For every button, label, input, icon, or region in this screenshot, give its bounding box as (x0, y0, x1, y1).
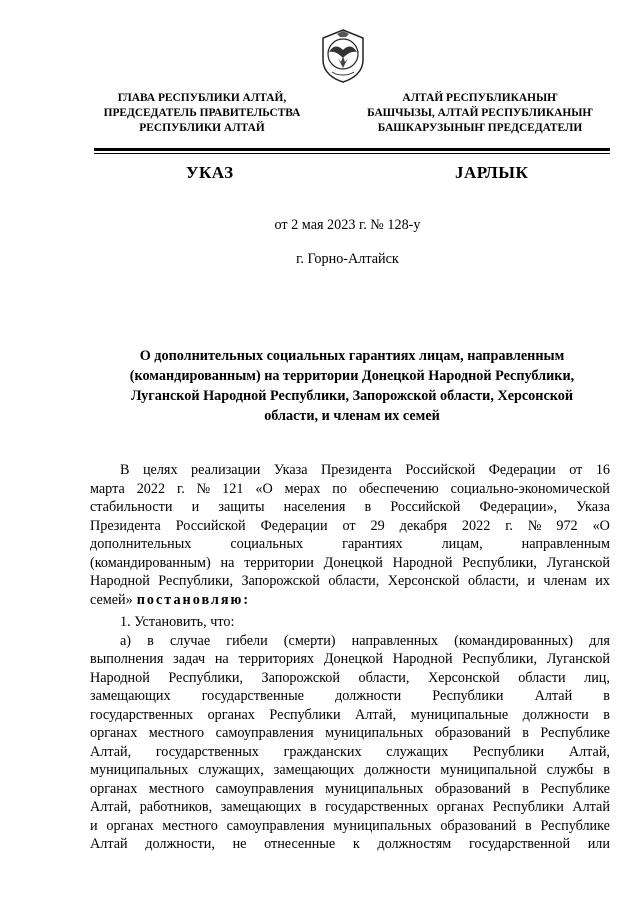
text-line (90, 706, 610, 725)
word: Донецкой (323, 554, 383, 571)
word: Федерации (488, 462, 556, 478)
word: лицам, (441, 536, 483, 552)
header-left-block (86, 91, 318, 136)
doc-type-altai: JАРЛЫК (455, 163, 529, 182)
decree-operative-word: постановляю: (136, 591, 251, 608)
text-line (90, 743, 610, 762)
word: образований (434, 780, 511, 797)
text-line (90, 798, 610, 817)
word: области (518, 669, 566, 686)
header-divider-thin (94, 153, 610, 154)
word: членам (543, 573, 587, 589)
word: лиц, (584, 669, 610, 686)
word: должности (522, 706, 589, 723)
word: социально-экономической (450, 480, 610, 497)
word: Республике (540, 725, 610, 741)
word: замещающих (90, 688, 171, 704)
word: населения (283, 499, 346, 515)
word: территориях (238, 651, 315, 667)
word: 2022 (461, 517, 491, 534)
word: самоуправления (226, 817, 325, 834)
word: на (220, 554, 235, 571)
word: Республики, (462, 554, 537, 571)
word: Запорожской (261, 669, 340, 686)
text-line (90, 724, 610, 743)
word: для (589, 632, 610, 649)
title-line: (командированным) на территории Донецкой Народной Республики, (129, 368, 575, 384)
word: Народной (90, 669, 150, 686)
decree-date-number: от 2 мая 2023 г. № 128-у (274, 217, 421, 233)
word: местного (148, 780, 205, 797)
word: в (603, 762, 610, 778)
header-right-line: БАШЧЫЗЫ, АЛТАЙ РЕСПУБЛИКАНЫҤ (367, 107, 593, 119)
header-right-line: БАШКАРУЗЫНЫҤ ПРЕДСЕДАТЕЛИ (377, 122, 583, 134)
text-line (90, 461, 610, 480)
word: должности (364, 762, 431, 778)
word: г. (176, 480, 185, 497)
word: области, (358, 669, 410, 686)
word: Херсонской (387, 573, 460, 589)
word: органах (106, 817, 154, 834)
word: Алтай (572, 799, 610, 815)
word: самоуправления (215, 725, 314, 741)
word: муниципальные (410, 706, 509, 723)
word: или (587, 836, 610, 852)
word: Указа (273, 462, 308, 478)
word: направленных (351, 632, 439, 649)
text-line (90, 535, 610, 554)
word: мерах (284, 480, 321, 497)
word: службы (546, 762, 594, 778)
word: муниципальных (333, 817, 432, 834)
text-line (90, 480, 610, 499)
text-line (90, 761, 610, 780)
preamble-last-text: семей» (90, 591, 133, 608)
item-1-heading: 1. Установить, что: (120, 614, 235, 630)
text-line (90, 554, 610, 573)
word: Федерации», (479, 499, 558, 515)
text-line (90, 498, 610, 517)
word: местного (148, 725, 205, 741)
word: Российской (175, 517, 246, 534)
text-line (90, 517, 610, 536)
word: Народной (392, 554, 453, 571)
title-line: О дополнительных социальных гарантиях лицам, направленным (139, 348, 565, 364)
word: Алтай (90, 836, 128, 852)
word: их (595, 573, 610, 589)
word: обеспечению (358, 480, 439, 497)
word: замещающих (273, 762, 355, 778)
word: (командированным) (90, 554, 211, 571)
word: муниципальной (440, 762, 537, 778)
word: должностям (377, 836, 452, 852)
header-right-block (362, 91, 598, 136)
word: а) (120, 632, 132, 649)
word: Алтай, (90, 743, 132, 760)
word: Российской (405, 462, 476, 478)
word: Указа (576, 499, 610, 515)
word: Республики, (462, 651, 537, 667)
word: к (352, 836, 360, 852)
doc-type-russian: УКАЗ (186, 163, 234, 182)
word: Алтай, (90, 799, 132, 815)
word: должности, (145, 836, 215, 852)
word: и (191, 499, 200, 515)
word: Луганской (546, 651, 610, 667)
word: Федерации (260, 517, 328, 534)
word: территории (244, 554, 314, 571)
header-divider-thick (94, 148, 610, 151)
word: марта (90, 480, 125, 497)
header-left-line: РЕСПУБЛИКИ АЛТАЙ (139, 122, 265, 134)
word: «О (255, 480, 273, 497)
word: и (90, 817, 98, 834)
word: органах (436, 799, 485, 815)
word: от (342, 517, 356, 534)
word: декабря (399, 517, 447, 534)
word: органах (90, 725, 138, 741)
word: направленным (521, 536, 610, 552)
word: № (527, 517, 542, 534)
word: в (522, 725, 529, 741)
word: Херсонской (427, 669, 500, 686)
word: в (522, 780, 529, 797)
title-line: области, и членам их семей (264, 408, 440, 424)
word: защиты (218, 499, 265, 515)
word: государственные (201, 688, 304, 704)
word: Народной (90, 573, 150, 589)
word: Президента (321, 462, 392, 478)
word: Донецкой (323, 651, 383, 667)
word: В (120, 462, 130, 478)
word: Республике (540, 817, 610, 834)
word: Народной (392, 651, 453, 667)
word: Луганской (546, 554, 610, 571)
word: не (232, 836, 247, 852)
word: 121 (222, 480, 244, 497)
word: самоуправления (215, 780, 314, 797)
word: № (196, 480, 211, 497)
word: Республики (432, 688, 504, 704)
word: области, (467, 573, 519, 589)
word: и (527, 573, 535, 589)
word: работников, (139, 799, 213, 815)
word: по (332, 480, 347, 497)
text-line (90, 669, 610, 688)
word: в (147, 632, 154, 649)
altai-republic-emblem-icon (318, 28, 368, 84)
word: задач (173, 651, 206, 667)
text-line (90, 780, 610, 799)
word: органах (207, 706, 255, 723)
preamble-last-line (90, 591, 610, 610)
word: «О (592, 517, 610, 534)
word: муниципальных (90, 762, 189, 778)
word: выполнения (90, 651, 164, 667)
word: (командированных) (454, 632, 573, 649)
word: Республике (540, 780, 610, 797)
word: в (364, 499, 372, 515)
word: 16 (595, 462, 610, 478)
text-line (90, 632, 610, 651)
text-line (90, 650, 610, 669)
text-line (90, 687, 610, 706)
item-1-section (90, 613, 610, 854)
word: стабильности (90, 499, 173, 515)
word: Республики (492, 799, 564, 815)
title-line: Луганской Народной Республики, Запорожской области, Херсонской (130, 388, 574, 404)
word: муниципальных (325, 780, 424, 797)
word: образований (434, 725, 511, 741)
word: реализации (191, 462, 261, 478)
word: в (603, 688, 610, 704)
word: 29 (370, 517, 385, 534)
decree-title (97, 346, 607, 426)
word: Республики (269, 706, 341, 723)
word: дополнительных (90, 536, 192, 552)
word: в (309, 799, 317, 815)
word: служащих, (198, 762, 264, 778)
word: на (214, 651, 229, 667)
word: области, (328, 573, 380, 589)
word: Президента (90, 517, 161, 534)
text-line (90, 835, 610, 854)
word: случае (169, 632, 211, 649)
text-line (90, 572, 610, 591)
word: в (524, 817, 532, 834)
word: г. (505, 517, 513, 534)
word: государственных (325, 799, 429, 815)
word: гарантиях (342, 536, 403, 552)
word: гражданских (283, 743, 362, 760)
word: образований (440, 817, 517, 834)
decree-city: г. Горно-Алтайск (296, 251, 399, 267)
word: Запорожской (241, 573, 320, 589)
word: замещающих (220, 799, 302, 815)
word: Республики, (158, 573, 233, 589)
word: должности (335, 688, 402, 704)
header-left-line: ПРЕДСЕДАТЕЛЬ ПРАВИТЕЛЬСТВА (103, 107, 301, 119)
word: (смерти) (283, 632, 336, 649)
word: муниципальных (325, 725, 424, 741)
word: отнесенные (264, 836, 336, 852)
word: 2022 (136, 480, 166, 497)
word: местного (162, 817, 218, 834)
word: Республики, (168, 669, 244, 686)
word: Республики (472, 743, 545, 760)
word: Российской (390, 499, 461, 515)
word: Алтай, (568, 743, 610, 760)
word: государственной (468, 836, 571, 852)
word: служащих (386, 743, 449, 760)
word: органах (90, 780, 138, 797)
word: 972 (556, 517, 578, 534)
word: в (603, 706, 610, 723)
word: государственных (90, 706, 194, 723)
header-left-line: ГЛАВА РЕСПУБЛИКИ АЛТАЙ, (117, 92, 287, 104)
word: целях (142, 462, 178, 478)
word: Алтай (534, 688, 573, 704)
word: государственных (155, 743, 259, 760)
word: социальных (230, 536, 304, 552)
word: гибели (226, 632, 268, 649)
preamble-paragraph (90, 461, 610, 609)
word: от (569, 462, 583, 478)
word: Алтай, (355, 706, 397, 723)
text-line (90, 817, 610, 836)
header-right-line: АЛТАЙ РЕСПУБЛИКАНЫҤ (402, 92, 558, 104)
